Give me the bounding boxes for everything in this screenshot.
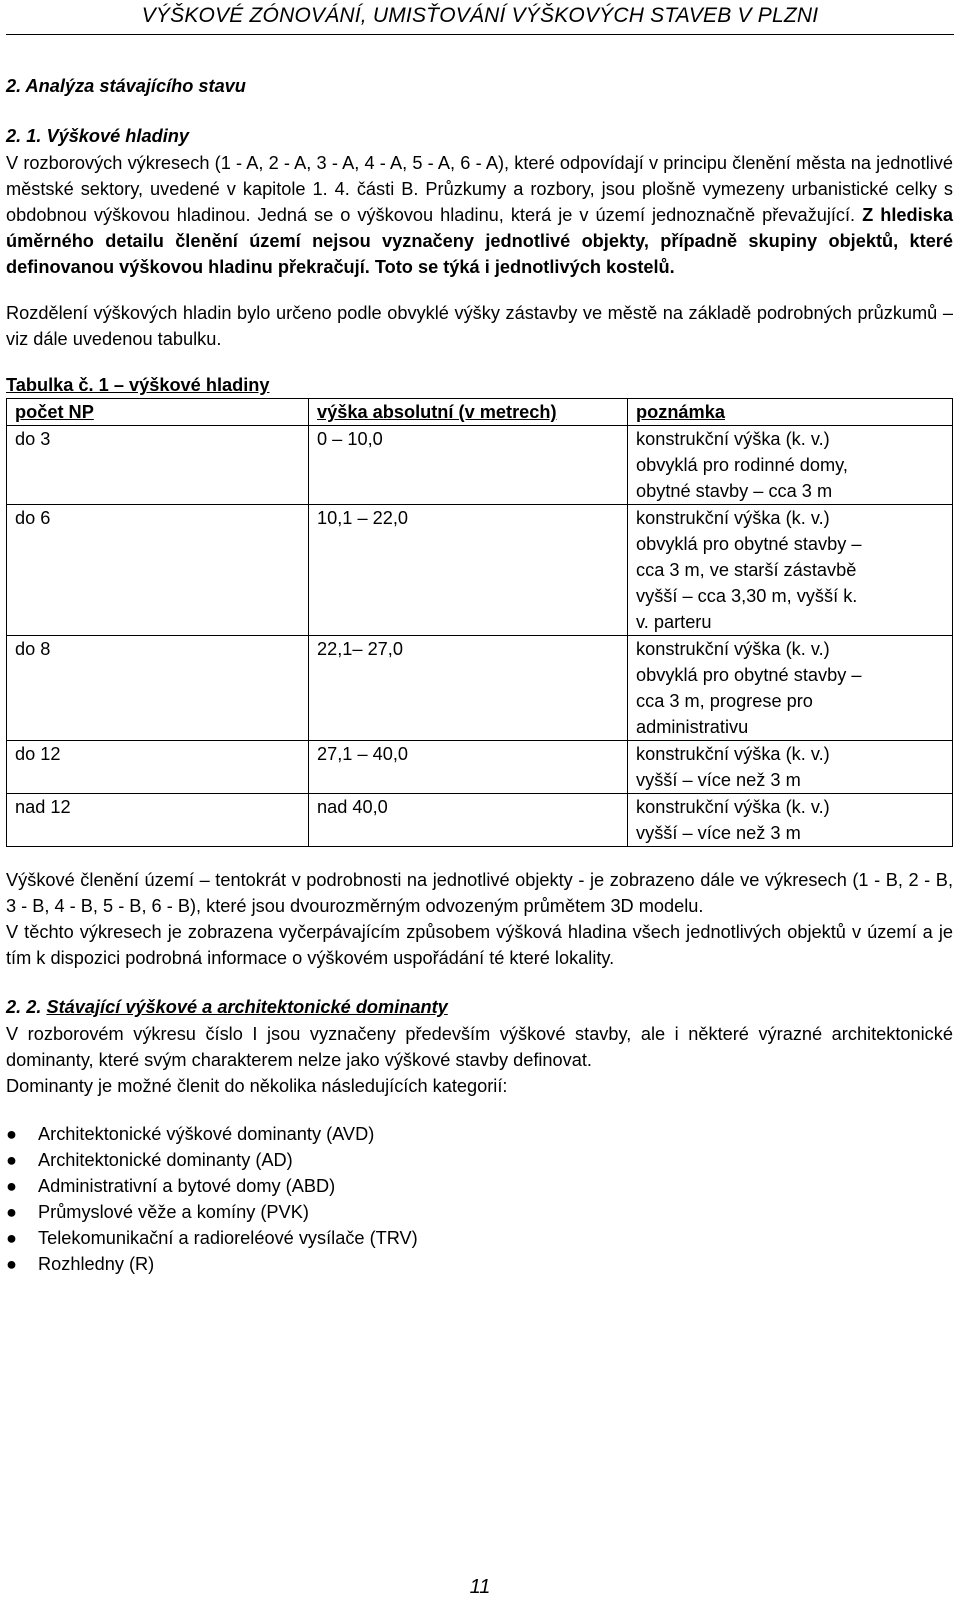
list-item bbox=[6, 1121, 953, 1147]
cell-floors: do 8 bbox=[7, 636, 309, 741]
bullet-icon: ● bbox=[6, 1124, 17, 1144]
heading-text: Stávající výškové a architektonické dominanty bbox=[46, 997, 448, 1017]
note-line: obvyklá pro obytné stavby – bbox=[636, 534, 862, 554]
cell-note bbox=[628, 505, 953, 636]
note-line: konstrukční výška (k. v.) bbox=[636, 797, 830, 817]
section-heading-analysis: 2. Analýza stávajícího stavu bbox=[6, 76, 246, 96]
note-line: administrativu bbox=[636, 717, 749, 737]
paragraph-dominants: V rozborovém výkresu číslo I jsou vyznačeny především výškové stavby, ale i některé výrazné architektonické dominanty, které svým charakterem nelze jako výškové stavby definovat. bbox=[6, 1024, 953, 1070]
paragraph-text: V rozborových výkresech (1 - A, 2 - A, 3 - A, 4 - A, 5 - A, 6 - A), které odpovídají v principu členění města na jednotlivé městské sektory, uvedené v kapitole 1. 4. části B. Průzkumy a rozbory, jsou plošně vymezeny urbanistické celky s obdobnou výškovou hladinou. Jedná se o výškovou hladinu, která je v území jednoznačně převažující. bbox=[6, 153, 953, 225]
cell-floors: do 3 bbox=[7, 426, 309, 505]
paragraph-categories-intro: Dominanty je možné členit do několika následujících kategorií: bbox=[6, 1076, 508, 1096]
heading-number: 2. 2. bbox=[6, 997, 47, 1017]
note-line: cca 3 m, ve starší zástavbě bbox=[636, 560, 857, 580]
note-line: obytné stavby – cca 3 m bbox=[636, 481, 833, 501]
table-caption: Tabulka č. 1 – výškové hladiny bbox=[6, 375, 270, 395]
paragraph-height-levels bbox=[6, 150, 953, 280]
note-line: vyšší – více než 3 m bbox=[636, 770, 801, 790]
note-line: konstrukční výška (k. v.) bbox=[636, 639, 830, 659]
cell-note bbox=[628, 794, 953, 847]
paragraph-level-division: Rozdělení výškových hladin bylo určeno podle obvyklé výšky zástavby ve městě na základě podrobných průzkumů – viz dále uvedenou tabulku. bbox=[6, 303, 953, 349]
note-line: cca 3 m, progrese pro bbox=[636, 691, 813, 711]
note-line: vyšší – cca 3,30 m, vyšší k. bbox=[636, 586, 858, 606]
cell-height: 27,1 – 40,0 bbox=[309, 741, 628, 794]
cell-note bbox=[628, 636, 953, 741]
running-header: VÝŠKOVÉ ZÓNOVÁNÍ, UMISŤOVÁNÍ VÝŠKOVÝCH STAVEB V PLZNI bbox=[141, 4, 819, 27]
table-header-note: poznámka bbox=[628, 399, 953, 426]
cell-height: 22,1– 27,0 bbox=[309, 636, 628, 741]
list-item bbox=[6, 1199, 953, 1225]
category-list bbox=[6, 1121, 953, 1277]
cell-floors: do 12 bbox=[7, 741, 309, 794]
note-line: konstrukční výška (k. v.) bbox=[636, 508, 830, 528]
note-line: obvyklá pro obytné stavby – bbox=[636, 665, 862, 685]
list-item-text: Telekomunikační a radioreléové vysílače (TRV) bbox=[38, 1228, 418, 1248]
note-line: v. parteru bbox=[636, 612, 712, 632]
table-row bbox=[7, 505, 953, 636]
paragraph-drawings: V těchto výkresech je zobrazena vyčerpávajícím způsobem výšková hladina všech jednotlivých objektů v území a je tím k dispozici podrobná informace o výškovém uspořádání té které lokality. bbox=[6, 922, 953, 968]
cell-floors: nad 12 bbox=[7, 794, 309, 847]
paragraph-object-division: Výškové členění území – tentokrát v podrobnosti na jednotlivé objekty - je zobrazeno dále ve výkresech (1 - B, 2 - B, 3 - B, 4 - B, 5 - B, 6 - B), které jsou dvourozměrným odvozeným průmětem 3D modelu. bbox=[6, 870, 953, 916]
table-header-row bbox=[7, 399, 953, 426]
bullet-icon: ● bbox=[6, 1254, 17, 1274]
list-item bbox=[6, 1147, 953, 1173]
subsection-heading-height-levels: 2. 1. Výškové hladiny bbox=[6, 126, 189, 146]
table-row bbox=[7, 741, 953, 794]
note-line: vyšší – více než 3 m bbox=[636, 823, 801, 843]
cell-floors: do 6 bbox=[7, 505, 309, 636]
list-item-text: Architektonické dominanty (AD) bbox=[38, 1150, 293, 1170]
table-header-height: výška absolutní (v metrech) bbox=[309, 399, 628, 426]
bullet-icon: ● bbox=[6, 1228, 17, 1248]
page-content bbox=[6, 72, 953, 1277]
bullet-icon: ● bbox=[6, 1150, 17, 1170]
height-levels-table bbox=[6, 398, 953, 847]
paragraph-bold-text: Z hlediska úměrného detailu členění území nejsou vyznačeny jednotlivé objekty, případně skupiny objektů, které definovanou výškovou hladinu překračují. Toto se týká i jednotlivých kostelů. bbox=[6, 205, 953, 277]
note-line: konstrukční výška (k. v.) bbox=[636, 744, 830, 764]
table-row bbox=[7, 794, 953, 847]
cell-height: 0 – 10,0 bbox=[309, 426, 628, 505]
list-item bbox=[6, 1173, 953, 1199]
page-number: 11 bbox=[469, 1576, 491, 1598]
bullet-icon: ● bbox=[6, 1202, 17, 1222]
cell-note bbox=[628, 426, 953, 505]
cell-note bbox=[628, 741, 953, 794]
header-rule bbox=[6, 34, 954, 35]
cell-height: 10,1 – 22,0 bbox=[309, 505, 628, 636]
list-item-text: Rozhledny (R) bbox=[38, 1254, 155, 1274]
cell-height: nad 40,0 bbox=[309, 794, 628, 847]
list-item bbox=[6, 1225, 953, 1251]
table-row bbox=[7, 636, 953, 741]
table-header-floors: počet NP bbox=[7, 399, 309, 426]
note-line: konstrukční výška (k. v.) bbox=[636, 429, 830, 449]
table-row bbox=[7, 426, 953, 505]
list-item-text: Administrativní a bytové domy (ABD) bbox=[38, 1176, 336, 1196]
note-line: obvyklá pro rodinné domy, bbox=[636, 455, 848, 475]
subsection-heading-dominants bbox=[6, 993, 953, 1021]
list-item bbox=[6, 1251, 953, 1277]
list-item-text: Průmyslové věže a komíny (PVK) bbox=[38, 1202, 309, 1222]
list-item-text: Architektonické výškové dominanty (AVD) bbox=[38, 1124, 375, 1144]
bullet-icon: ● bbox=[6, 1176, 17, 1196]
